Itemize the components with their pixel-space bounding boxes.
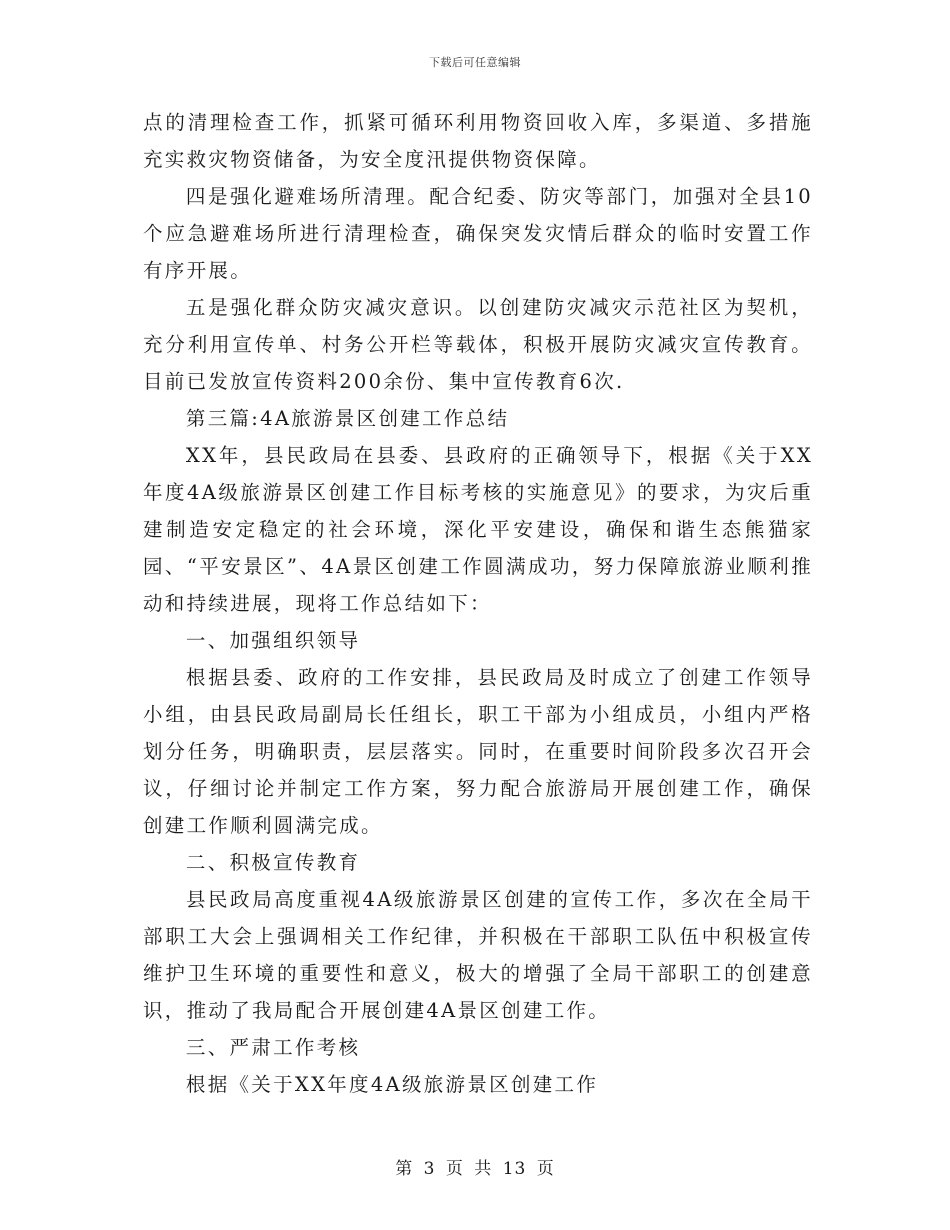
section-title: 第三篇:4A旅游景区创建工作总结 (185, 407, 510, 430)
page-footer: 第 3 页 共 13 页 (395, 1159, 555, 1179)
page-header: 下载后可任意编辑 (429, 56, 521, 69)
section-heading: 一、加强组织领导 (185, 629, 361, 652)
section-heading: 三、严肃工作考核 (185, 1036, 361, 1059)
paragraph: 四是强化避难场所清理。配合纪委、防灾等部门，加强对全县10个应急避难场所进行清理检查，确保突发灾情后群众的临时安置工作有序开展。 (143, 185, 813, 282)
paragraph: 点的清理检查工作，抓紧可循环利用物资回收入库，多渠道、多措施充实救灾物资储备，为安全度汛提供物资保障。 (143, 111, 813, 171)
section-heading: 二、积极宣传教育 (185, 851, 361, 874)
paragraph: XX年，县民政局在县委、县政府的正确领导下，根据《关于XX年度4A级旅游景区创建工作目标考核的实施意见》的要求，为灾后重建制造安定稳定的社会环境，深化平安建设，确保和谐生态熊猫家园、“平安景区”、4A景区创建工作圆满成功，努力保障旅游业顺利推动和持续进展，现将工作总结如下： (143, 444, 813, 615)
document-body (143, 104, 813, 1103)
paragraph: 县民政局高度重视4A级旅游景区创建的宣传工作，多次在全局干部职工大会上强调相关工作纪律，并积极在干部职工队伍中积极宣传维护卫生环境的重要性和意义，极大的增强了全局干部职工的创建意识，推动了我局配合开展创建4A景区创建工作。 (143, 888, 813, 1022)
paragraph: 根据《关于XX年度4A级旅游景区创建工作 (185, 1073, 599, 1096)
paragraph: 五是强化群众防灾减灾意识。以创建防灾减灾示范社区为契机，充分利用宣传单、村务公开栏等载体，积极开展防灾减灾宣传教育。目前已发放宣传资料200余份、集中宣传教育6次. (143, 296, 813, 393)
paragraph: 根据县委、政府的工作安排，县民政局及时成立了创建工作领导小组，由县民政局副局长任组长，职工干部为小组成员，小组内严格划分任务，明确职责，层层落实。同时，在重要时间阶段多次召开会议，仔细讨论并制定工作方案，努力配合旅游局开展创建工作，确保创建工作顺利圆满完成。 (143, 666, 813, 837)
